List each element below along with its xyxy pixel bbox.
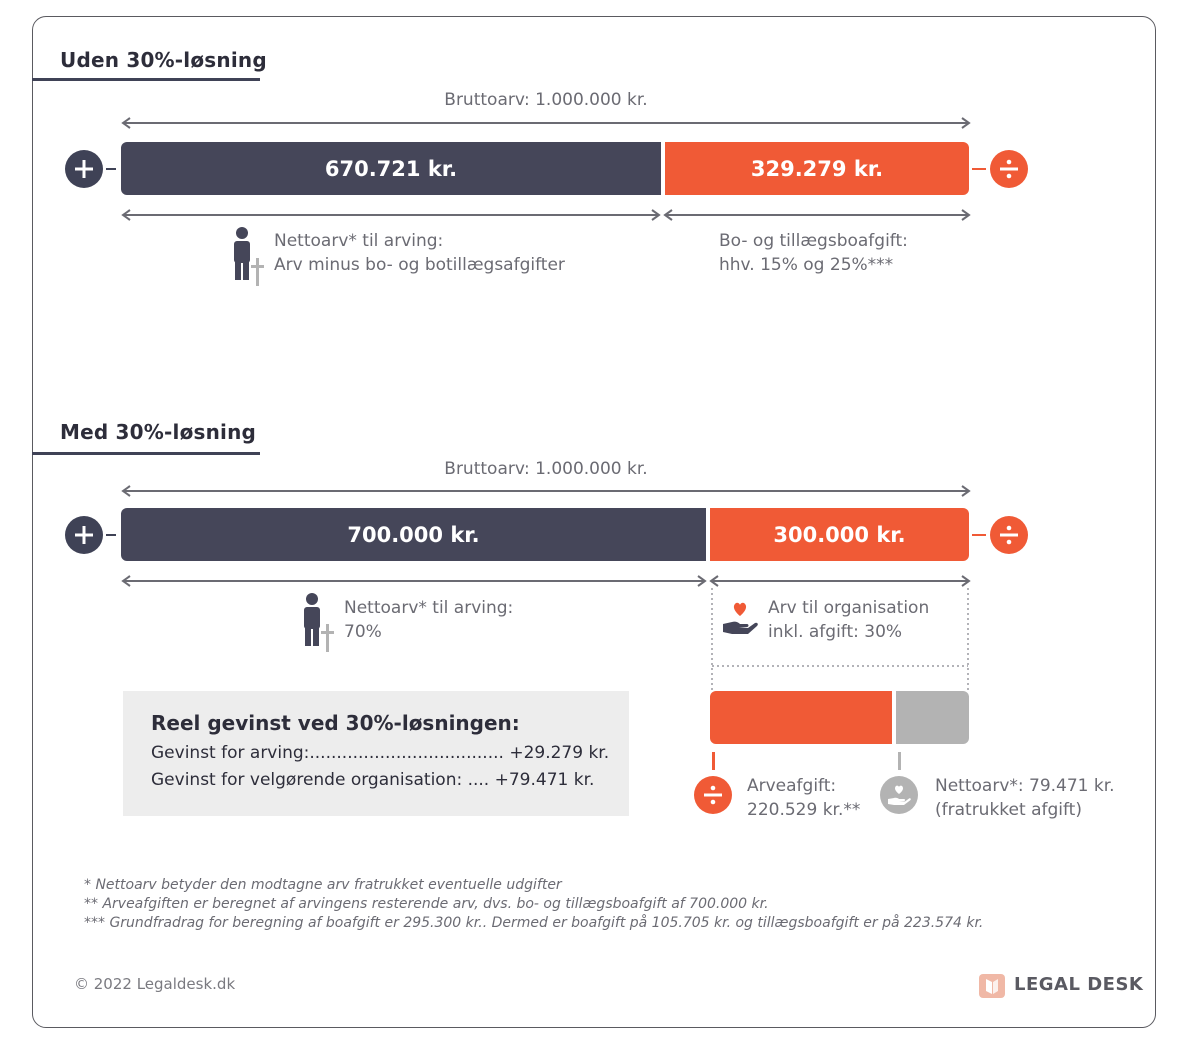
org-net-segment bbox=[896, 691, 969, 744]
section1-total-span-arrow bbox=[118, 114, 974, 132]
section2-net-desc bbox=[344, 596, 513, 644]
section1-tax-bar-value: 329.279 kr. bbox=[750, 156, 884, 181]
section2-org-desc bbox=[768, 596, 929, 644]
section1-net-bar bbox=[121, 142, 661, 195]
section2-net-desc-line2: 70% bbox=[344, 622, 382, 642]
org-net-marker bbox=[898, 752, 901, 770]
section2-org-desc-line1: Arv til organisation bbox=[768, 598, 930, 618]
real-gain-panel bbox=[123, 691, 629, 816]
section1-title: Uden 30%-løsning bbox=[60, 48, 267, 72]
real-gain-row-org bbox=[151, 770, 594, 790]
copyright: © 2022 Legaldesk.dk bbox=[74, 975, 236, 993]
section1-title-underline bbox=[32, 78, 260, 81]
real-gain-row-heir bbox=[151, 743, 609, 763]
heart-hand-icon bbox=[880, 776, 918, 814]
heart-hand-icon bbox=[720, 598, 760, 638]
plus-icon bbox=[65, 150, 103, 188]
person-icon bbox=[230, 226, 266, 288]
divide-connector bbox=[972, 168, 986, 170]
section1-net-desc-line2: Arv minus bo- og botillægsafgifter bbox=[274, 255, 565, 275]
real-gain-title: Reel gevinst ved 30%-løsningen: bbox=[151, 711, 520, 735]
real-gain-row-heir-value: +29.279 kr. bbox=[509, 743, 610, 763]
section2-org-desc-line2: inkl. afgift: 30% bbox=[768, 622, 903, 642]
section1-net-bar-value: 670.721 kr. bbox=[324, 156, 458, 181]
section1-tax-desc bbox=[719, 229, 908, 277]
plus-icon bbox=[65, 516, 103, 554]
plus-connector bbox=[106, 534, 116, 536]
section2-net-bar-value: 700.000 kr. bbox=[347, 522, 480, 547]
section2-org-bar-value: 300.000 kr. bbox=[773, 522, 906, 547]
section2-net-desc-line1: Nettoarv* til arving: bbox=[344, 598, 514, 618]
real-gain-row-heir-label: Gevinst for arving:.................................... bbox=[151, 743, 504, 763]
org-tax-desc-line1: Arveafgift: bbox=[747, 776, 837, 796]
footnote-1: * Nettoarv betyder den modtagne arv fratrukket eventuelle udgifter bbox=[84, 877, 562, 893]
section2-total-span-arrow bbox=[118, 482, 974, 500]
plus-connector bbox=[106, 168, 116, 170]
org-net-desc-line2: (fratrukket afgift) bbox=[935, 800, 1082, 820]
legal-desk-logo-icon bbox=[978, 973, 1006, 999]
section1-net-desc bbox=[274, 229, 565, 277]
org-net-desc-line1: Nettoarv*: 79.471 kr. bbox=[935, 776, 1115, 796]
section2-total-label: Bruttoarv: 1.000.000 kr. bbox=[444, 459, 648, 479]
divide-icon bbox=[694, 776, 732, 814]
section1-tax-bar bbox=[665, 142, 969, 195]
section1-total-label: Bruttoarv: 1.000.000 kr. bbox=[444, 90, 648, 110]
section1-split-span-arrows bbox=[118, 206, 974, 224]
person-icon bbox=[300, 592, 336, 654]
section1-net-desc-line1: Nettoarv* til arving: bbox=[274, 231, 444, 251]
footnote-2: ** Arveafgiften er beregnet af arvingens resterende arv, dvs. bo- og tillægsboafgift af 700.000 kr. bbox=[84, 896, 769, 912]
divide-icon bbox=[990, 516, 1028, 554]
divide-connector bbox=[972, 534, 986, 536]
real-gain-row-org-label: Gevinst for velgørende organisation: .... bbox=[151, 770, 490, 790]
org-tax-desc bbox=[747, 774, 860, 822]
real-gain-row-org-value: +79.471 kr. bbox=[494, 770, 595, 790]
divide-icon bbox=[990, 150, 1028, 188]
brand-name: LEGAL DESK bbox=[1014, 974, 1144, 995]
org-net-desc bbox=[935, 774, 1115, 822]
org-tax-marker bbox=[712, 752, 715, 770]
org-tax-segment bbox=[710, 691, 892, 744]
section2-org-bar bbox=[710, 508, 969, 561]
section2-title-underline bbox=[32, 452, 260, 455]
section1-tax-desc-line2: hhv. 15% og 25%*** bbox=[719, 255, 894, 275]
section2-title: Med 30%-løsning bbox=[60, 420, 257, 444]
section2-net-bar bbox=[121, 508, 706, 561]
org-tax-desc-line2: 220.529 kr.** bbox=[747, 800, 861, 820]
section1-tax-desc-line1: Bo- og tillægsboafgift: bbox=[719, 231, 908, 251]
footnote-3: *** Grundfradrag for beregning af boafgift er 295.300 kr.. Dermed er boafgift på 105.705 kr. og tillægsboafgift er på 223.574 kr. bbox=[84, 915, 984, 931]
